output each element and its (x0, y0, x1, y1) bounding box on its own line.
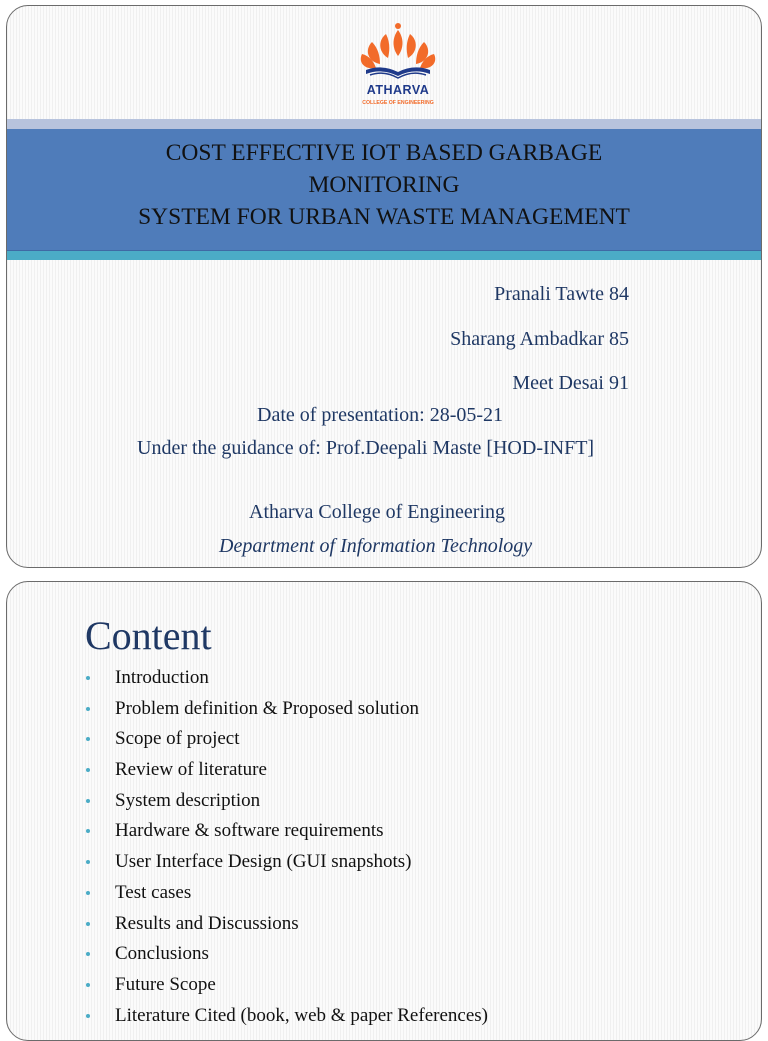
list-item-label: Future Scope (115, 973, 216, 995)
department-name: Department of Information Technology (219, 535, 533, 557)
list-item-label: System description (115, 789, 261, 811)
bullet-icon (86, 891, 90, 895)
list-item-label: Hardware & software requirements (115, 820, 384, 842)
title-line: MONITORING (308, 172, 460, 198)
title-line: COST EFFECTIVE IOT BASED GARBAGE (165, 140, 603, 166)
list-item-label: Introduction (115, 667, 209, 688)
list-item (83, 758, 488, 789)
list-item-label: Review of literature (115, 759, 267, 781)
bullet-icon (86, 1014, 90, 1018)
list-item-label: Literature Cited (book, web & paper References) (115, 1004, 488, 1026)
title-slide (6, 5, 762, 568)
band-top-stripe (7, 119, 761, 129)
bullet-icon (86, 983, 90, 987)
list-item (83, 789, 488, 820)
logo-text: ATHARVA (366, 83, 430, 97)
list-item-label: Conclusions (115, 943, 209, 965)
slide-title: Content (85, 613, 212, 658)
list-item (83, 666, 488, 697)
list-item-label: Scope of project (115, 728, 240, 750)
author-name: Meet Desai 91 (512, 372, 629, 394)
list-item (83, 697, 488, 728)
list-item-label: Problem definition & Proposed solution (115, 697, 419, 719)
author-name: Sharang Ambadkar 85 (450, 328, 629, 350)
guidance-text: Under the guidance of: Prof.Deepali Maste [HOD-INFT] (137, 437, 595, 459)
band-bottom-stripe (7, 251, 761, 260)
presentation-date: Date of presentation: 28-05-21 (257, 404, 504, 426)
list-item (83, 819, 488, 850)
list-item-label: User Interface Design (GUI snapshots) (115, 851, 412, 873)
list-item (83, 973, 488, 1004)
title-line: SYSTEM FOR URBAN WASTE MANAGEMENT (138, 204, 630, 230)
content-list (83, 666, 488, 1034)
list-item-label: Results and Discussions (115, 912, 299, 934)
list-item (83, 942, 488, 973)
list-item (83, 881, 488, 912)
college-logo (348, 22, 448, 116)
bullet-icon (86, 952, 90, 956)
presentation-title (7, 137, 761, 233)
bullet-icon (86, 799, 90, 803)
list-item (83, 1004, 488, 1035)
list-item-label: Test cases (115, 881, 192, 903)
bullet-icon (86, 860, 90, 864)
bullet-icon (86, 737, 90, 741)
bullet-icon (86, 768, 90, 772)
bullet-icon (86, 676, 90, 680)
bullet-icon (86, 707, 90, 711)
list-item (83, 912, 488, 943)
college-name: Atharva College of Engineering (249, 501, 506, 523)
content-slide (6, 581, 762, 1041)
author-name: Pranali Tawte 84 (494, 283, 629, 305)
list-item (83, 850, 488, 881)
logo-subtext: COLLEGE OF ENGINEERING (362, 100, 434, 106)
bullet-icon (86, 922, 90, 926)
list-item (83, 727, 488, 758)
bullet-icon (86, 829, 90, 833)
